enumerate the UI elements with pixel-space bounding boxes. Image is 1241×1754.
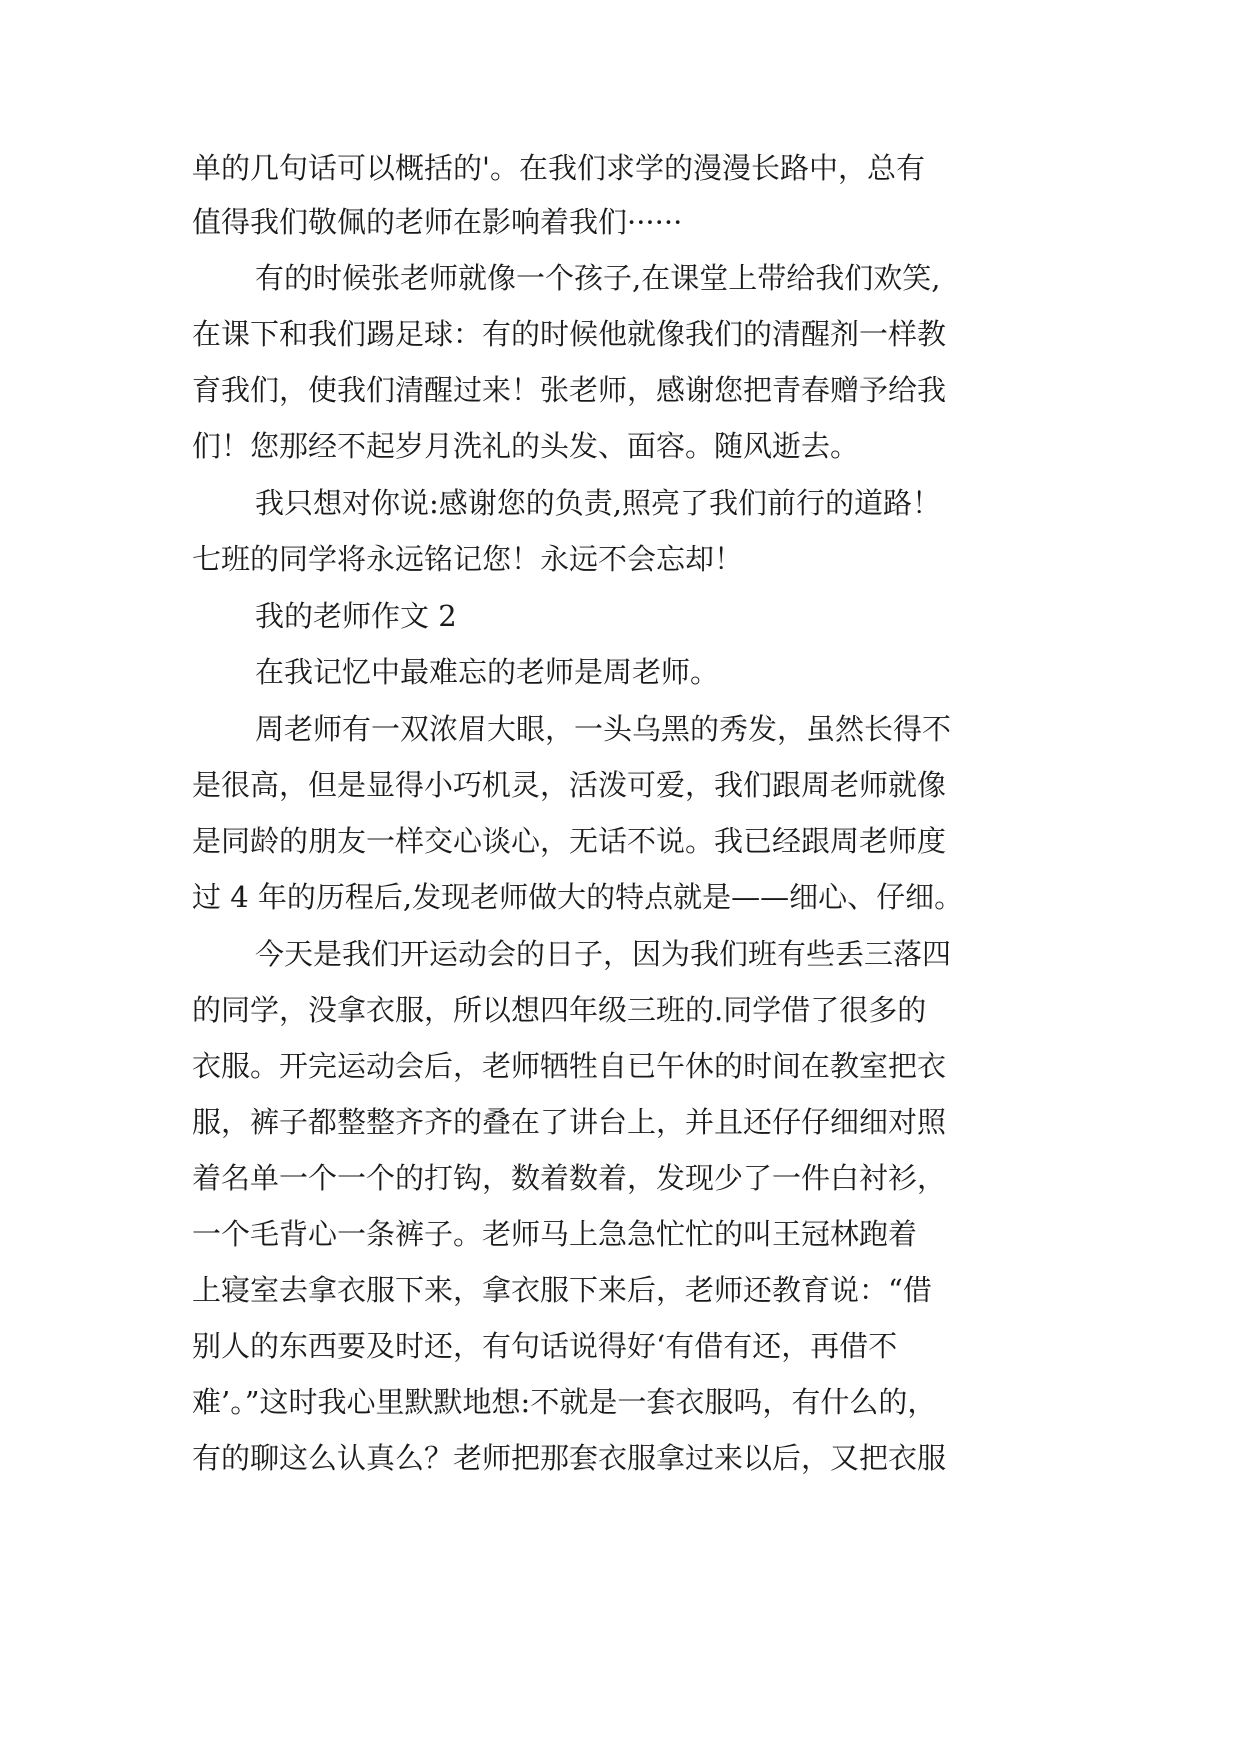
text-line: 难’。”这时我心里默默地想:不就是一套衣服吗，有什么的， — [192, 1385, 937, 1419]
text-line: 是同龄的朋友一样交心谈心，无话不说。我已经跟周老师度 — [192, 824, 947, 858]
paragraph-start-line: 有的时候张老师就像一个孩子,在课堂上带给我们欢笑, — [255, 261, 941, 295]
text-line: 别人的东西要及时还，有句话说得好‘有借有还，再借不 — [192, 1329, 898, 1363]
text-line: 在课下和我们踢足球：有的时候他就像我们的清醒剂一样教 — [192, 317, 947, 351]
text-line: 是很高，但是显得小巧机灵，活泼可爱，我们跟周老师就像 — [192, 768, 947, 802]
text-line: 一个毛背心一条裤子。老师马上急急忙忙的叫王冠林跑着 — [192, 1217, 918, 1251]
paragraph-start-line: 周老师有一双浓眉大眼，一头乌黑的秀发，虽然长得不 — [255, 712, 952, 746]
paragraph-start-line: 在我记忆中最难忘的老师是周老师。 — [255, 655, 720, 689]
text-line: 七班的同学将永远铭记您！永远不会忘却！ — [192, 542, 744, 576]
text-line: 育我们，使我们清醒过来！张老师，感谢您把青春赠予给我 — [192, 373, 947, 407]
section-heading: 我的老师作文 2 — [255, 599, 457, 633]
text-line: 们！您那经不起岁月洗礼的头发、面容。随风逝去。 — [192, 429, 860, 463]
text-line: 值得我们敬佩的老师在影响着我们······ — [192, 205, 683, 239]
text-line: 有的聊这么认真么？老师把那套衣服拿过来以后，又把衣服 — [192, 1441, 947, 1475]
text-line: 衣服。开完运动会后，老师牺牲自已午休的时间在教室把衣 — [192, 1049, 947, 1083]
text-line: 着名单一个一个的打钩，数着数着，发现少了一件白衬衫， — [192, 1161, 947, 1195]
text-line: 服，裤子都整整齐齐的叠在了讲台上，并且还仔仔细细对照 — [192, 1105, 947, 1139]
text-line: 单的几句话可以概括的'。在我们求学的漫漫长路中，总有 — [192, 151, 925, 185]
text-line: 的同学，没拿衣服，所以想四年级三班的.同学借了很多的 — [192, 993, 927, 1027]
text-line: 上寝室去拿衣服下来，拿衣服下来后，老师还教育说：“借 — [192, 1273, 932, 1307]
paragraph-start-line: 今天是我们开运动会的日子，因为我们班有些丢三落四 — [255, 937, 952, 971]
text-line: 过 4 年的历程后,发现老师做大的特点就是——细心、仔细。 — [192, 880, 964, 914]
paragraph-start-line: 我只想对你说:感谢您的负责,照亮了我们前行的道路！ — [255, 486, 941, 520]
